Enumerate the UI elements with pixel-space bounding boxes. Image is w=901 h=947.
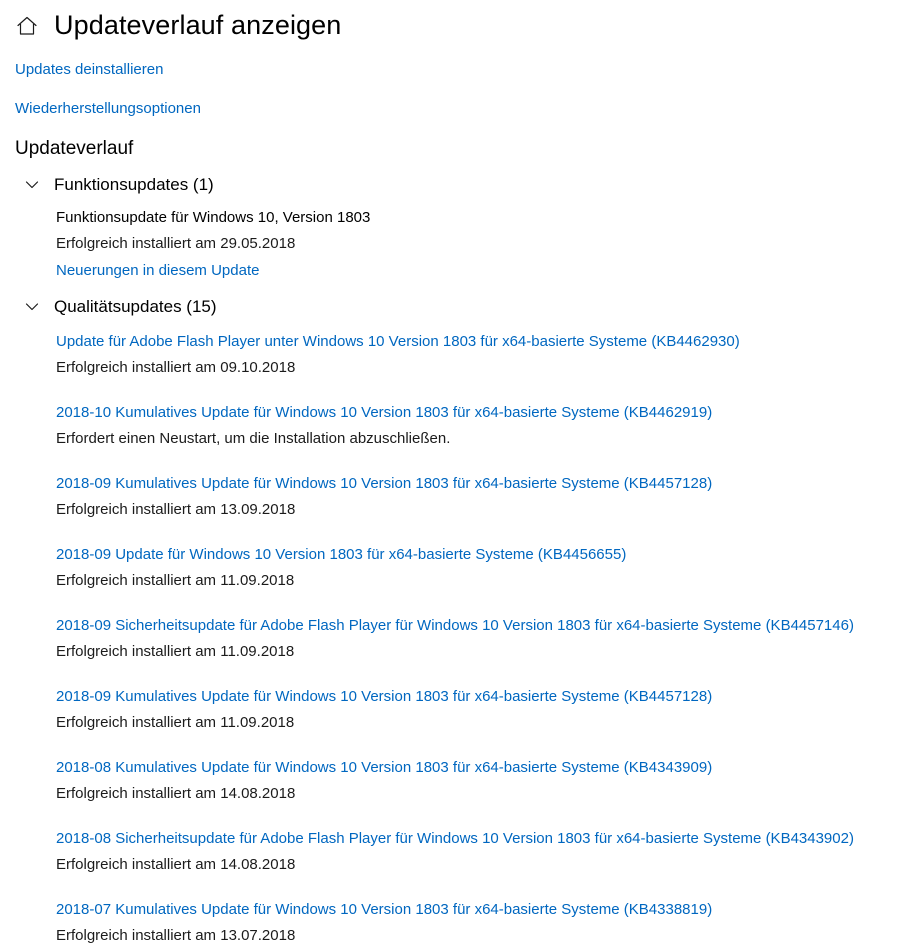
feature-updates-group-label: Funktionsupdates (1)	[54, 175, 214, 194]
quality-updates-group-header[interactable]	[0, 296, 901, 318]
update-title[interactable]: 2018-09 Kumulatives Update für Windows 10 Version 1803 für x64-basierte Systeme (KB4457128)	[56, 475, 713, 492]
list-item	[56, 757, 901, 805]
update-status: Erfolgreich installiert am 11.09.2018	[56, 572, 295, 589]
update-title[interactable]: Update für Adobe Flash Player unter Windows 10 Version 1803 für x64-basierte Systeme (KB4462930)	[56, 333, 740, 350]
update-status: Erfolgreich installiert am 13.07.2018	[56, 927, 296, 944]
recovery-options-row	[15, 99, 901, 119]
uninstall-updates-link[interactable]: Updates deinstallieren	[15, 61, 164, 78]
update-title[interactable]: 2018-09 Update für Windows 10 Version 1803 für x64-basierte Systeme (KB4456655)	[56, 546, 627, 563]
feature-updates-group	[0, 174, 901, 282]
whats-new-link[interactable]: Neuerungen in diesem Update	[56, 262, 260, 279]
update-title[interactable]: 2018-08 Kumulatives Update für Windows 10 Version 1803 für x64-basierte Systeme (KB4343909)	[56, 759, 713, 776]
uninstall-updates-row	[15, 60, 901, 80]
top-links	[0, 44, 901, 119]
update-status: Erfolgreich installiert am 14.08.2018	[56, 785, 296, 802]
section-title: Updateverlauf	[15, 138, 134, 159]
list-item	[56, 402, 901, 450]
update-status: Erfolgreich installiert am 29.05.2018	[56, 235, 296, 252]
update-title: Funktionsupdate für Windows 10, Version 1803	[56, 209, 371, 226]
update-status: Erfolgreich installiert am 11.09.2018	[56, 714, 295, 731]
update-status: Erfordert einen Neustart, um die Installation abzuschließen.	[56, 430, 451, 447]
update-title[interactable]: 2018-09 Kumulatives Update für Windows 10 Version 1803 für x64-basierte Systeme (KB4457128)	[56, 688, 713, 705]
chevron-down-icon[interactable]	[22, 297, 42, 317]
list-item	[56, 331, 901, 379]
list-item	[56, 828, 901, 876]
update-title[interactable]: 2018-07 Kumulatives Update für Windows 10 Version 1803 für x64-basierte Systeme (KB4338819)	[56, 901, 713, 918]
quality-updates-group	[0, 296, 901, 947]
update-title[interactable]: 2018-10 Kumulatives Update für Windows 10 Version 1803 für x64-basierte Systeme (KB4462919)	[56, 404, 713, 421]
update-title[interactable]: 2018-08 Sicherheitsupdate für Adobe Flash Player für Windows 10 Version 1803 für x64-basierte Systeme (KB4343902)	[56, 830, 854, 847]
update-status: Erfolgreich installiert am 13.09.2018	[56, 501, 296, 518]
recovery-options-link[interactable]: Wiederherstellungsoptionen	[15, 100, 201, 117]
page-header	[0, 0, 901, 44]
feature-updates-list	[0, 207, 901, 282]
list-item	[56, 544, 901, 592]
quality-updates-list	[0, 331, 901, 947]
update-title[interactable]: 2018-09 Sicherheitsupdate für Adobe Flash Player für Windows 10 Version 1803 für x64-basierte Systeme (KB4457146)	[56, 617, 854, 634]
list-item	[56, 686, 901, 734]
list-item	[56, 899, 901, 947]
quality-updates-group-label: Qualitätsupdates (15)	[54, 297, 217, 316]
page-title: Updateverlauf anzeigen	[54, 10, 342, 41]
update-status: Erfolgreich installiert am 14.08.2018	[56, 856, 296, 873]
chevron-down-icon[interactable]	[22, 175, 42, 195]
update-status: Erfolgreich installiert am 11.09.2018	[56, 643, 295, 660]
list-item	[56, 207, 901, 282]
home-icon[interactable]	[14, 13, 40, 39]
list-item	[56, 473, 901, 521]
list-item	[56, 615, 901, 663]
update-status: Erfolgreich installiert am 09.10.2018	[56, 359, 296, 376]
feature-updates-group-header[interactable]	[0, 174, 901, 196]
